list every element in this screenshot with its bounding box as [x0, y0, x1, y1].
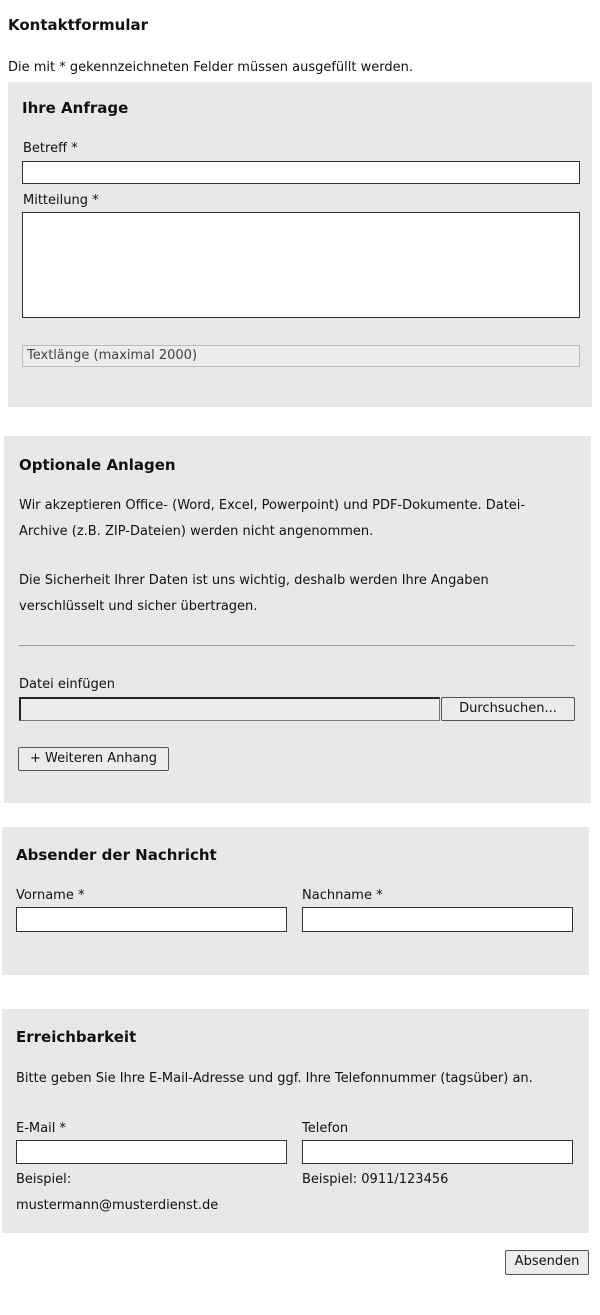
message-label: Mitteilung *: [23, 193, 99, 208]
security-info-line2: verschlüsselt und sicher übertragen.: [19, 599, 258, 614]
browse-button[interactable]: Durchsuchen...: [441, 697, 575, 721]
subject-label: Betreff *: [23, 141, 78, 156]
email-label: E-Mail *: [16, 1121, 66, 1136]
email-example: mustermann@musterdienst.de: [16, 1198, 219, 1213]
add-attachment-button[interactable]: + Weiteren Anhang: [18, 747, 169, 771]
file-types-info-line1: Wir akzeptieren Office- (Word, Excel, Powerpoint) und PDF-Dokumente. Datei-: [19, 498, 526, 513]
phone-example: Beispiel: 0911/123456: [302, 1172, 449, 1187]
attachments-heading: Optionale Anlagen: [19, 456, 176, 474]
inquiry-heading: Ihre Anfrage: [22, 99, 129, 117]
email-input[interactable]: [16, 1140, 287, 1164]
contact-instructions: Bitte geben Sie Ihre E-Mail-Adresse und ggf. Ihre Telefonnummer (tagsüber) an.: [16, 1071, 533, 1086]
file-path-field[interactable]: [19, 697, 440, 721]
phone-input[interactable]: [302, 1140, 573, 1164]
phone-label: Telefon: [302, 1121, 349, 1136]
divider: [19, 645, 575, 646]
text-length-counter: Textlänge (maximal 2000): [22, 345, 580, 367]
page-title: Kontaktformular: [8, 16, 148, 34]
message-textarea[interactable]: [22, 212, 580, 318]
lastname-label: Nachname *: [302, 888, 383, 903]
submit-button[interactable]: Absenden: [505, 1250, 589, 1275]
firstname-label: Vorname *: [16, 888, 85, 903]
sender-heading: Absender der Nachricht: [16, 846, 217, 864]
file-types-info-line2: Archive (z.B. ZIP-Dateien) werden nicht angenommen.: [19, 524, 374, 539]
lastname-input[interactable]: [302, 907, 573, 932]
file-input-label: Datei einfügen: [19, 677, 115, 692]
security-info-line1: Die Sicherheit Ihrer Daten ist uns wichtig, deshalb werden Ihre Angaben: [19, 573, 489, 588]
required-fields-note: Die mit * gekennzeichneten Felder müssen ausgefüllt werden.: [8, 60, 413, 75]
contact-heading: Erreichbarkeit: [16, 1028, 137, 1046]
email-example-label: Beispiel:: [16, 1172, 72, 1187]
firstname-input[interactable]: [16, 907, 287, 932]
subject-input[interactable]: [22, 161, 580, 184]
